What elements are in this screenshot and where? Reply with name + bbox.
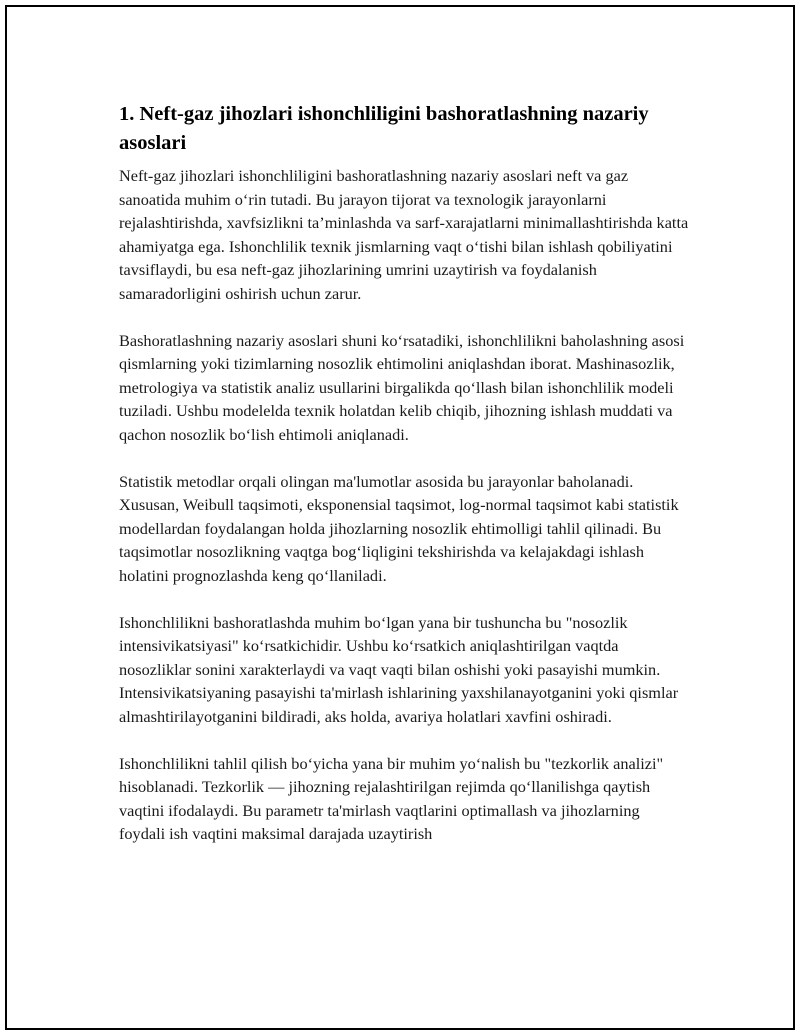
document-body bbox=[119, 100, 689, 869]
paragraph-5: Ishonchlilikni tahlil qilish boʻyicha yana bir muhim yoʻnalish bu "tezkorlik analizi" hisoblanadi. Tezkorlik — jihozning rejalashtirilgan rejimda qoʻllanilishga qaytish vaqtini ifodalaydi. Bu parametr ta'mirlash vaqtlarini optimallash va jihozlarning foydali ish vaqtini maksimal darajada uzaytirish bbox=[119, 753, 664, 843]
paragraph-4: Ishonchlilikni bashoratlashda muhim boʻlgan yana bir tushuncha bu "nosozlik intensivikatsiyasi" koʻrsatkichidir. Ushbu koʻrsatkich aniqlashtirilgan vaqtda nosozliklar sonini xarakterlaydi va vaqt vaqti bilan oshishi yoki pasayishi mumkin. Intensivikatsiyaning pasayishi ta'mirlash ishlarining yaxshilanayotganini yoki qismlar almashtirilayotganini bildiradi, aks holda, avariya holatlari xavfini oshiradi. bbox=[119, 612, 679, 726]
section-heading: 1. Neft-gaz jihozlari ishonchliligini bashoratlashning nazariy asoslari bbox=[119, 103, 649, 154]
paragraph-2: Bashoratlashning nazariy asoslari shuni koʻrsatadiki, ishonchlilikni baholashning asosi qismlarning yoki tizimlarning nosozlik ehtimolini aniqlashdan iborat. Mashinasozlik, metrologiya va statistik analiz usullarini birgalikda qoʻllash bilan ishonchlilik modeli tuziladi. Ushbu modelelda texnik holatdan kelib chiqib, jihozning ishlash muddati va qachon nosozlik boʻlish ehtimoli aniqlanadi. bbox=[119, 330, 685, 444]
page-frame bbox=[5, 5, 795, 1030]
paragraph-1: Neft-gaz jihozlari ishonchliligini bashoratlashning nazariy asoslari neft va gaz sanoatida muhim oʻrin tutadi. Bu jarayon tijorat va texnologik jarayonlarni rejalashtirishda, xavfsizlikni ta’minlashda va sarf-xarajatlarni minimallashtirishda katta ahamiyatga ega. Ishonchlilik texnik jismlarning vaqt oʻtishi bilan ishlash qobiliyatini tavsiflaydi, bu esa neft-gaz jihozlarining umrini uzaytirish va foydalanish samaradorligini oshirish uchun zarur. bbox=[119, 166, 689, 303]
paragraph-3: Statistik metodlar orqali olingan ma'lumotlar asosida bu jarayonlar baholanadi. Xususan, Weibull taqsimoti, eksponensial taqsimot, log-normal taqsimot kabi statistik modellardan foydalangan holda jihozlarning nosozlik ehtimolligi tahlil qilinadi. Bu taqsimotlar nosozlikning vaqtga bogʻliqligini tekshirishda va kelajakdagi ishlash holatini prognozlashda keng qoʻllaniladi. bbox=[119, 471, 679, 585]
